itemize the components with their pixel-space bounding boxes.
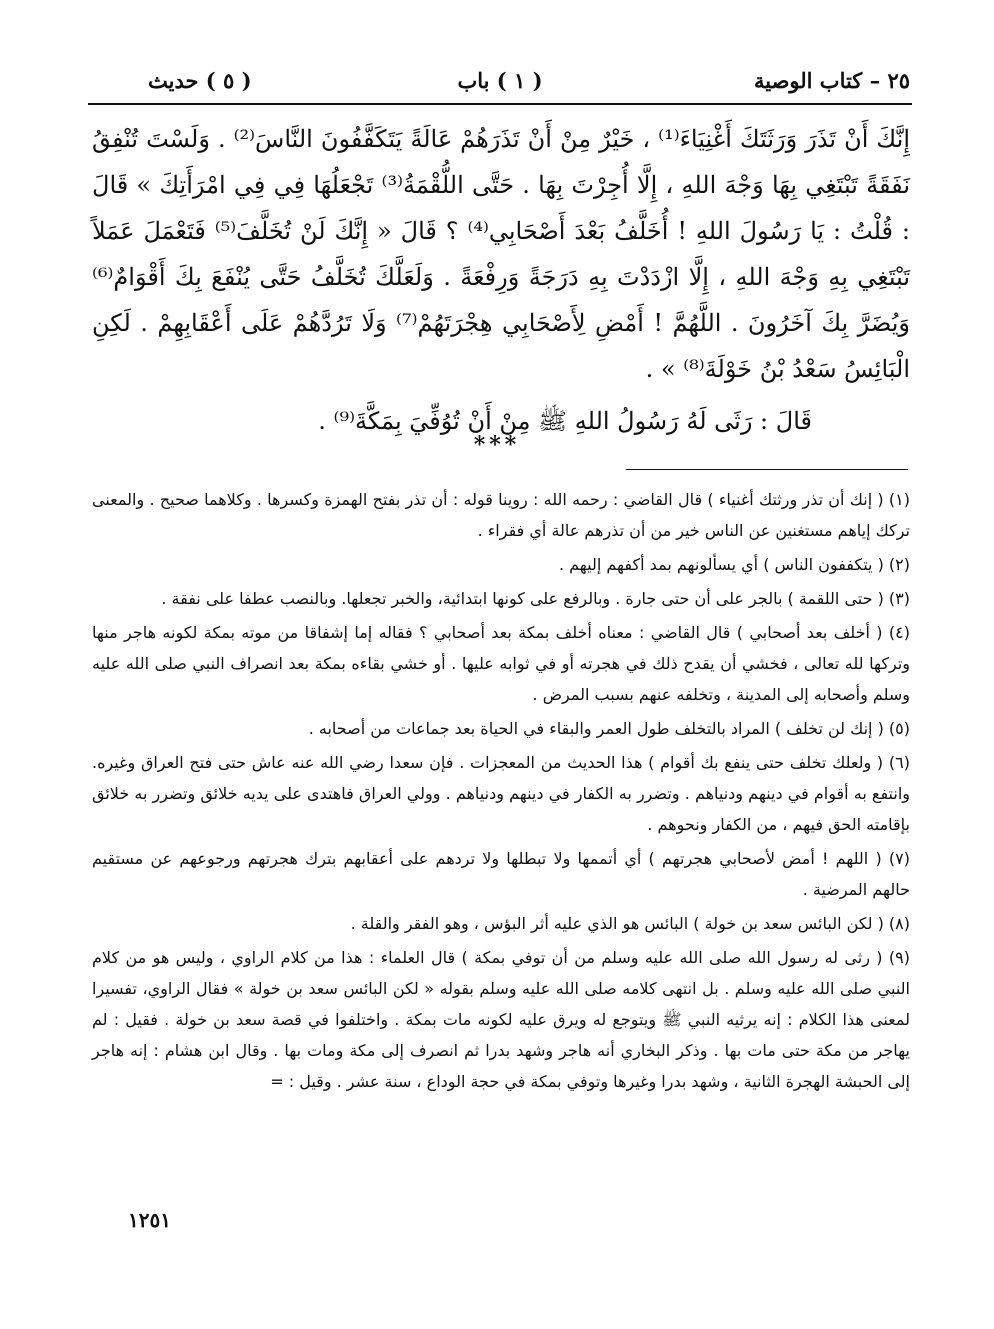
footnote-1: (١) ( إنك أن تذر ورثتك أغنياء ) قال القاضي : رحمه الله : روينا قوله : أن تذر بفتح الهمزة وكسرها . وكلاهما صحيح . والمعنى تركك إياهم مستغنين عن الناس خير من أن تذرهم عالة أي فقراء . (92, 490, 910, 540)
section-separator: *** (473, 432, 521, 458)
footnote-divider (626, 469, 908, 470)
page-number: ١٢٥١ (128, 1208, 171, 1232)
footnote-7: (٧) ( اللهم ! أمض لأصحابي هجرتهم ) أي أتممها ولا تبطلها ولا تردهم على أعقابهم بترك هجرتهم ورجوعهم عن مستقيم حالهم المرضية . (92, 849, 910, 899)
footnote-5: (٥) ( إنك لن تخلف ) المراد بالتخلف طول العمر والبقاء في الحياة بعد جماعات من أصحابه . (308, 719, 910, 738)
hadith-label: ( ٥ ) حديث (148, 68, 252, 93)
hadith-closing: قَالَ : رَثَى لَهُ رَسُولُ اللهِ ﷺ مِنْ أَنْ تُوُفِّيَ بِمَكَّةَ⁽⁹⁾ . (318, 407, 812, 435)
hadith-text (92, 116, 910, 444)
footnote-2: (٢) ( يتكففون الناس ) أي يسألونهم بمد أكفهم إليهم . (558, 555, 910, 574)
footnote-6: (٦) ( ولعلك تخلف حتى ينفع بك أقوام ) هذا الحديث من المعجزات . فإن سعدا رضي الله عنه عاش حتى فتح العراق وغيره. وانتفع به أقوام في دينهم ودنياهم . وتضرر به الكفار في دينهم ودنياهم . وولي العراق فاهتدى على يديه خلائق وتضرر به خلائق بإقامته الحق فيهم ، من الكفار ونحوهم . (92, 753, 910, 834)
running-header (90, 62, 910, 100)
footnote-4: (٤) ( أخلف بعد أصحابي ) قال القاضي : معناه أخلف بمكة بعد أصحابي ؟ فقاله إما إشفاقا من موته بمكة لكونه هاجر منها وتركها لله تعالى ، فخشي أن يقدح ذلك في هجرته أو في ثوابه عليها . أو خشي بقاءه بمكة بعد انصراف النبي صلى الله عليه وسلم وأصحابه إلى المدينة ، وتخلفه عنهم بسبب المرض . (92, 623, 910, 704)
footnote-9: (٩) ( رثى له رسول الله صلى الله عليه وسلم من أن توفي بمكة ) قال العلماء : هذا من كلام الراوي ، وليس هو من كلام النبي صلى الله عليه وسلم . بل انتهى كلامه صلى الله عليه وسلم بقوله « لكن البائس سعد بن خولة » فقال الراوي، تفسيرا لمعنى هذا الكلام : إنه يرثيه النبي ﷺ ويتوجع له ويرق عليه لكونه مات بمكة . واختلفوا في قصة سعد بن خولة . فقيل : لم يهاجر من مكة حتى مات بها . وذكر البخاري أنه هاجر وشهد بدرا ثم انصرف إلى مكة ومات بها . وقال ابن هشام : إنه هاجر إلى الحبشة الهجرة الثانية ، وشهد بدرا وغيرها وتوفي بمكة في حجة الوداع ، سنة عشر . وقيل : = (92, 948, 910, 1091)
header-divider (88, 103, 912, 105)
chapter-title: ٢٥ – كتاب الوصية (753, 68, 910, 93)
footnotes (92, 484, 910, 1100)
hadith-body: إِنَّكَ أَنْ تَذَرَ وَرَثَتَكَ أَغْنِيَاءَ⁽¹⁾ ، خَيْرٌ مِنْ أَنْ تَذَرَهُمْ عَالَةً يَتَكَفَّفُونَ النَّاسَ⁽²⁾ . وَلَسْتَ تُنْفِقُ نَفَقَةً تَبْتَغِي بِهَا وَجْهَ اللهِ ، إِلَّا أُجِرْتَ بِهَا . حَتَّى اللُّقْمَةُ⁽³⁾ تَجْعَلُهَا فِي فِي امْرَأَتِكَ » قَالَ : قُلْتُ : يَا رَسُولَ اللهِ ! أُخَلَّفُ بَعْدَ أَصْحَابِي⁽⁴⁾ ؟ قَالَ « إِنَّكَ لَنْ تُخَلَّفَ⁽⁵⁾ فَتَعْمَلَ عَمَلاً تَبْتَغِي بِهِ وَجْهَ اللهِ ، إِلَّا ازْدَدْتَ بِهِ دَرَجَةً وَرِفْعَةً . وَلَعَلَّكَ تُخَلَّفُ حَتَّى يُنْفَعَ بِكَ أَقْوَامٌ⁽⁶⁾ وَيُضَرَّ بِكَ آخَرُونَ . اللَّهُمَّ ! أَمْضِ لِأَصْحَابِي هِجْرَتَهُمْ⁽⁷⁾ وَلَا تَرُدَّهُمْ عَلَى أَعْقَابِهِمْ . لَكِنِ الْبَائِسُ سَعْدُ بْنُ خَوْلَةَ⁽⁸⁾ » . (92, 125, 911, 383)
footnote-3: (٣) ( حتى اللقمة ) بالجر على أن حتى جارة . وبالرفع على كونها ابتدائية، والخبر تجعلها. وبالنصب عطفا على نفقة . (161, 589, 910, 608)
section-label: ( ١ ) باب (457, 68, 543, 93)
footnote-8: (٨) ( لكن البائس سعد بن خولة ) البائس هو الذي عليه أثر البؤس ، وهو الفقر والقلة . (350, 914, 910, 933)
